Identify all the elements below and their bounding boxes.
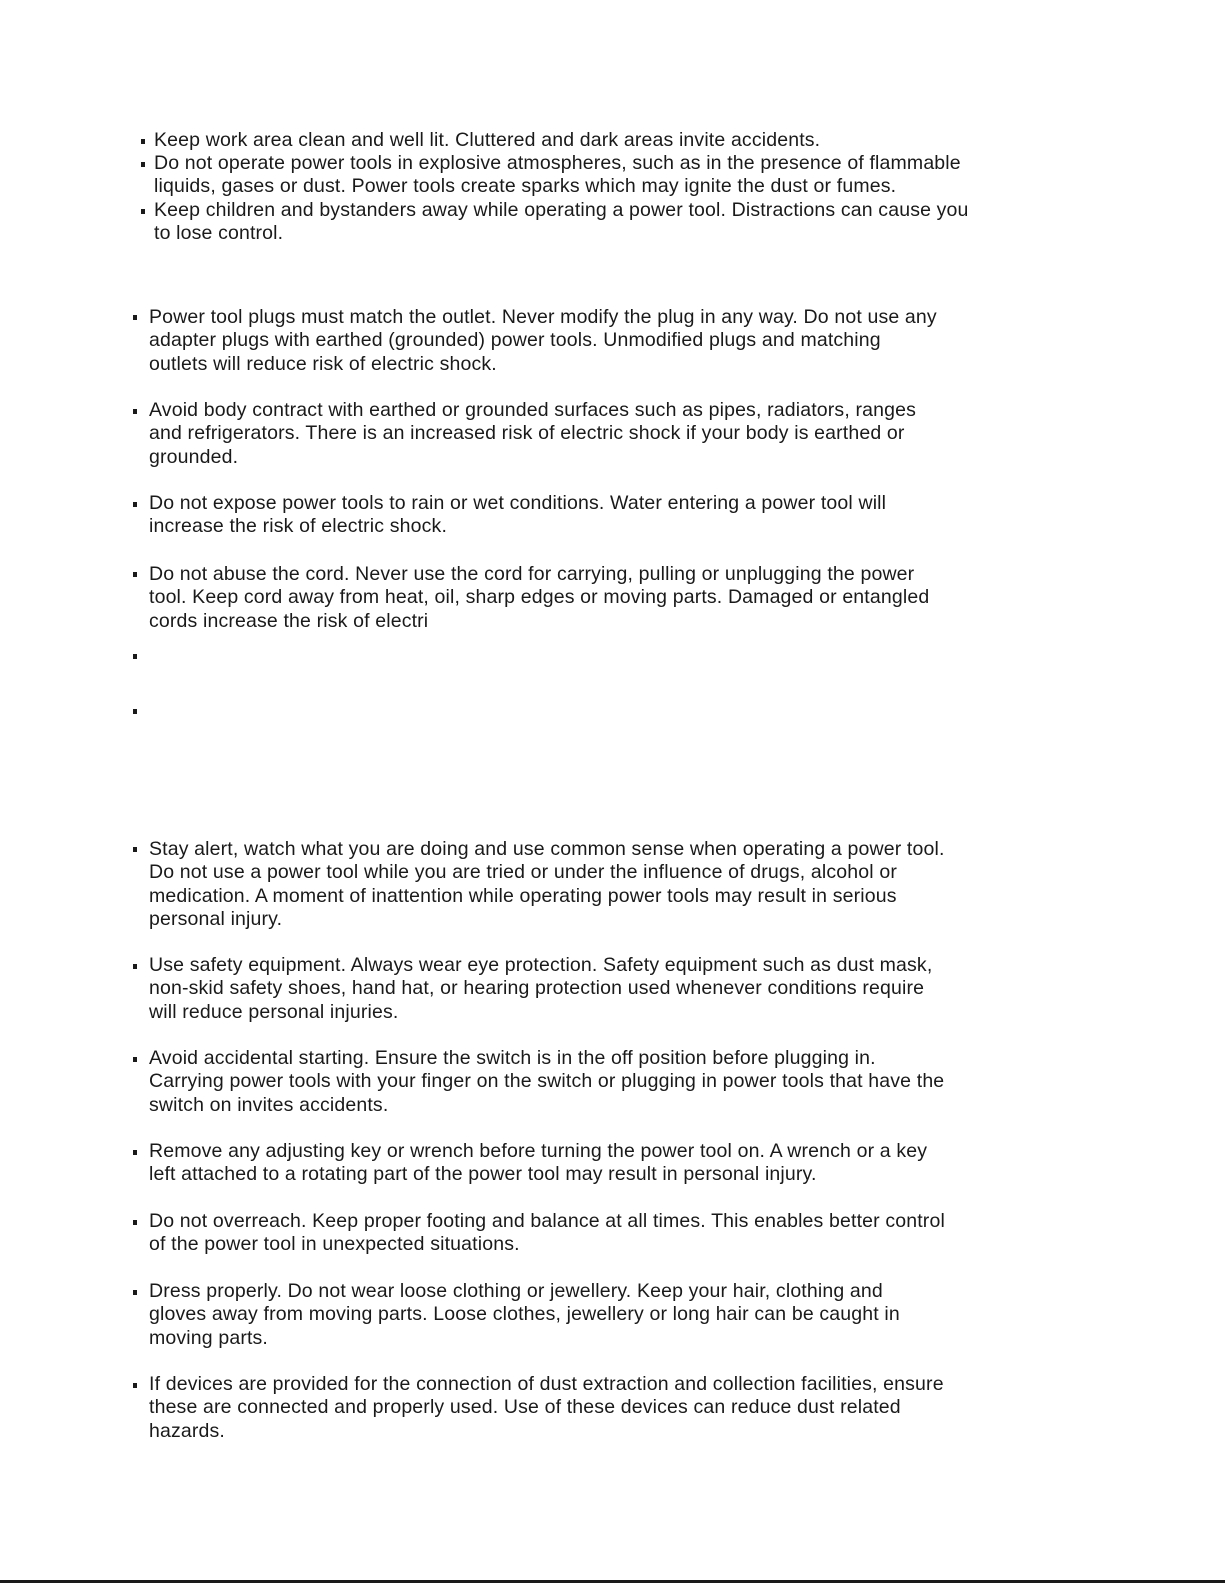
bullet-icon [133,709,137,714]
work-area-item: Keep work area clean and well lit. Cluttered and dark areas invite accidents. [154,129,821,151]
bullet-icon [133,1290,137,1295]
bullet-icon [133,964,137,969]
bullet-icon [133,1383,137,1388]
electrical-item: Do not expose power tools to rain or wet conditions. Water entering a power tool will increase the risk of electric shock. [149,492,887,538]
bullet-icon [133,1057,137,1062]
work-area-item: Do not operate power tools in explosive atmospheres, such as in the presence of flammable liquids, gases or dust. Power tools create sparks which may ignite the dust or fumes. [154,152,961,198]
personal-item: Stay alert, watch what you are doing and use common sense when operating a power tool. Do not use a power tool while you are tried or under the influence of drugs, alcohol or medication. A moment of inattention while operating power tools may result in serious personal injury. [149,838,945,931]
bullet-icon [133,409,137,414]
bullet-icon [133,572,137,577]
electrical-item: Do not abuse the cord. Never use the cord for carrying, pulling or unplugging the power tool. Keep cord away from heat, oil, sharp edges or moving parts. Damaged or entangled cords increase the risk of electri [149,563,930,632]
bullet-icon [133,502,137,507]
bullet-icon [141,162,145,167]
bullet-icon [133,1150,137,1155]
bullet-icon [133,654,137,659]
electrical-item: Avoid body contract with earthed or grounded surfaces such as pipes, radiators, ranges and refrigerators. There is an increased risk of electric shock if your body is earthed or grounded. [149,399,916,468]
personal-item: If devices are provided for the connection of dust extraction and collection facilities, ensure these are connected and properly used. Use of these devices can reduce dust related hazards. [149,1373,944,1442]
personal-item: Dress properly. Do not wear loose clothing or jewellery. Keep your hair, clothing and gloves away from moving parts. Loose clothes, jewellery or long hair can be caught in moving parts. [149,1280,900,1349]
personal-item: Remove any adjusting key or wrench before turning the power tool on. A wrench or a key left attached to a rotating part of the power tool may result in personal injury. [149,1140,928,1186]
bullet-icon [141,139,145,144]
bullet-icon [141,209,145,214]
personal-item: Avoid accidental starting. Ensure the switch is in the off position before plugging in. Carrying power tools with your finger on the switch or plugging in power tools that have the switch on invites accidents. [149,1047,945,1116]
personal-item: Do not overreach. Keep proper footing and balance at all times. This enables better control of the power tool in unexpected situations. [149,1210,945,1256]
electrical-item: Power tool plugs must match the outlet. Never modify the plug in any way. Do not use any adapter plugs with earthed (grounded) power tools. Unmodified plugs and matching outlets will reduce risk of electric shock. [149,306,937,375]
bullet-icon [133,847,137,852]
page-bottom-rule [0,1580,1225,1583]
bullet-icon [133,1220,137,1225]
personal-item: Use safety equipment. Always wear eye protection. Safety equipment such as dust mask, non-skid safety shoes, hand hat, or hearing protection used whenever conditions require will reduce personal injuries. [149,954,933,1023]
work-area-item: Keep children and bystanders away while operating a power tool. Distractions can cause you to lose control. [154,199,969,245]
bullet-icon [133,315,137,320]
